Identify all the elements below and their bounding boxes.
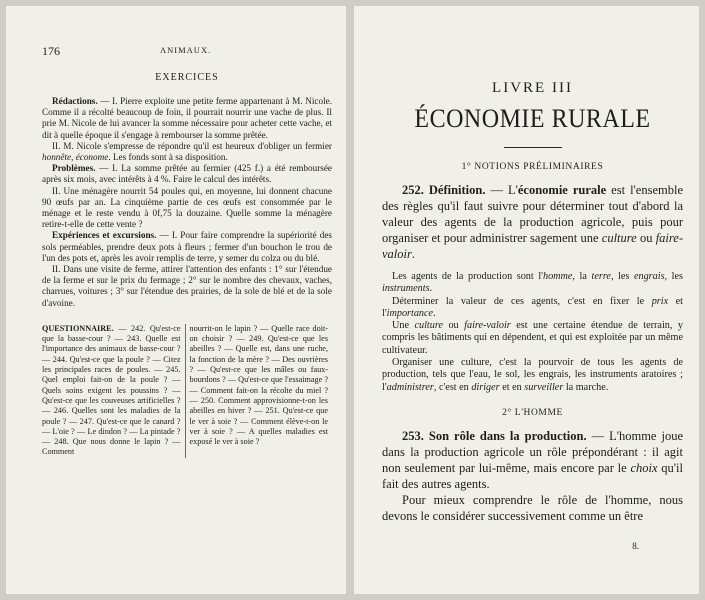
redactions-heading: Rédactions. xyxy=(52,96,98,106)
questionnaire-heading: QUESTIONNAIRE. xyxy=(42,323,114,333)
paragraph-number-252: 252. xyxy=(402,183,424,197)
experiences-paragraph-2: II. Dans une visite de ferme, attirer l'attention des enfants : 1° sur l'étendue de la ferme et sur le prix du fermage ; 2° sur le nombre des chevaux, vaches, charrues, voitures ; 3° sur l'étendue des prairies, de la sole de blé et de la sole d'avoine. xyxy=(42,264,332,308)
redactions-paragraph-1: Rédactions. — I. Pierre exploite une petite ferme appartenant à M. Nicole. Comme il a récolté beaucoup de foin, il pourrait nourrir une vache de plus. Il prie M. Nicole de lui avancer la somme nécessaire pour acheter cette vache, et dit à quelle époque il s'engage à rembourser la somme prêtée. xyxy=(42,96,332,140)
problemes-paragraph-1: Problèmes. — I. La somme prêtée au fermier (425 f.) a été remboursée après six mois, avec intérêts à 4 %. Faire le calcul des intérêts. xyxy=(42,163,332,185)
questionnaire-column-1: QUESTIONNAIRE. — 242. Qu'est-ce que la basse-cour ? — 243. Quelle est l'importance des animaux de basse-cour ? — 244. Qu'est-ce que la poule ? — Citez les principales races de poules. — 245. Quel emploi fait-on de la poule ? — Quels soins exigent les poussins ? — Qu'est-ce que les couveuses artificielles ? — 246. Quelles sont les maladies de la poule ? — 247. Qu'est-ce que le canard ? — L'oie ? — Le dindon ? — La pintade ? — 248. Que nous donne le lapin ? — Comment xyxy=(42,324,186,458)
questionnaire xyxy=(42,324,332,458)
redactions-paragraph-2: II. M. Nicole s'empresse de répondre qu'il est heureux d'obliger un fermier honnête, économe. Les fonds sont à sa disposition. xyxy=(42,140,332,163)
signature-mark: 8. xyxy=(632,541,639,551)
right-page xyxy=(354,6,699,594)
questionnaire-column-2: nourrit-on le lapin ? — Quelle race doit-on choisir ? — 249. Qu'est-ce que les abeilles ? — Quelle est, dans une ruche, la fonction de la mère ? — Des ouvrières ? — Qu'est-ce que les mâles ou faux-bourdons ? — Qu'est-ce que l'essaimage ? — Comment fait-on la récolte du miel ? — 250. Comment approvisionne-t-on les abeilles en hiver ? — 251. Qu'est-ce que le ver à soie ? — Comment élève-t-on le ver à soie ? — A quelles maladies est exposé le ver à soie ? xyxy=(189,323,328,447)
book-number: LIVRE III xyxy=(492,80,573,96)
last-paragraph: Pour mieux comprendre le rôle de l'homme, nous devons le considérer successivement comme un être xyxy=(382,492,683,523)
definition-heading: Définition. xyxy=(428,183,486,197)
paragraph-252: 252. Définition. — L'économie rurale est l'ensemble des règles qu'il faut suivre pour déterminer tout d'abord la valeur des agents de la production agricole, puis pour organiser et pour administrer sagement une culture ou faire-valoir. xyxy=(382,183,684,261)
running-head: ANIMAUX. xyxy=(160,45,212,55)
agents-paragraph: Les agents de la production sont l'homme, la terre, les engrais, les instruments. xyxy=(382,271,683,295)
paragraph-number-253: 253. xyxy=(402,428,424,443)
culture-paragraph: Une culture ou faire-valoir est une certaine étendue de terrain, y compris les bâtiments qui en dépendent, et qui est exploitée par un même cultivateur. xyxy=(382,320,684,356)
experiences-paragraph-1: Expériences et excursions. — I. Pour faire comprendre la supériorité des sols perméables, prendre deux pots à fleurs ; fermer d'un bouchon le trou de l'un des pots et, après les avoir remplis de terre, y semer du colza ou du blé. xyxy=(42,230,332,263)
section-heading-1: 1° NOTIONS PRÉLIMINAIRES xyxy=(461,162,604,172)
organiser-paragraph: Organiser une culture, c'est la pourvoir de tous les agents de production, tels que l'eau, le sol, les engrais, les instruments aratoires ; l'administrer, c'est en diriger et en surveiller la marche. xyxy=(382,357,683,393)
page-header xyxy=(42,44,332,60)
left-page xyxy=(6,6,346,594)
book-title: ÉCONOMIE RURALE xyxy=(414,104,651,134)
problemes-paragraph-2: II. Une ménagère nourrit 54 poules qui, en moyenne, lui donnent chacune 90 œufs par an. La cinquième partie de ces œufs est consommée par le ménage et le reste vendu à 0f,75 la douzaine. Quelle somme la ménagère retire-t-elle de cette vente ? xyxy=(42,185,332,230)
paragraph-253: 253. Son rôle dans la production. — L'homme joue dans la production agricole un rôle prépondérant : il agit non seulement par lui-même, mais encore par le choix qu'il fait des autres agents. xyxy=(382,428,684,491)
title-rule xyxy=(504,147,562,148)
exercises-title: EXERCICES xyxy=(155,72,219,83)
page-number: 176 xyxy=(42,44,60,58)
section-heading-2: 2° L'HOMME xyxy=(502,407,563,418)
role-heading: Son rôle dans la production. xyxy=(428,428,587,443)
problemes-heading: Problèmes. xyxy=(52,163,96,174)
experiences-heading: Expériences et excursions. xyxy=(52,230,157,241)
valeur-paragraph: Déterminer la valeur de ces agents, c'est en fixer le prix et l'importance. xyxy=(382,295,684,319)
